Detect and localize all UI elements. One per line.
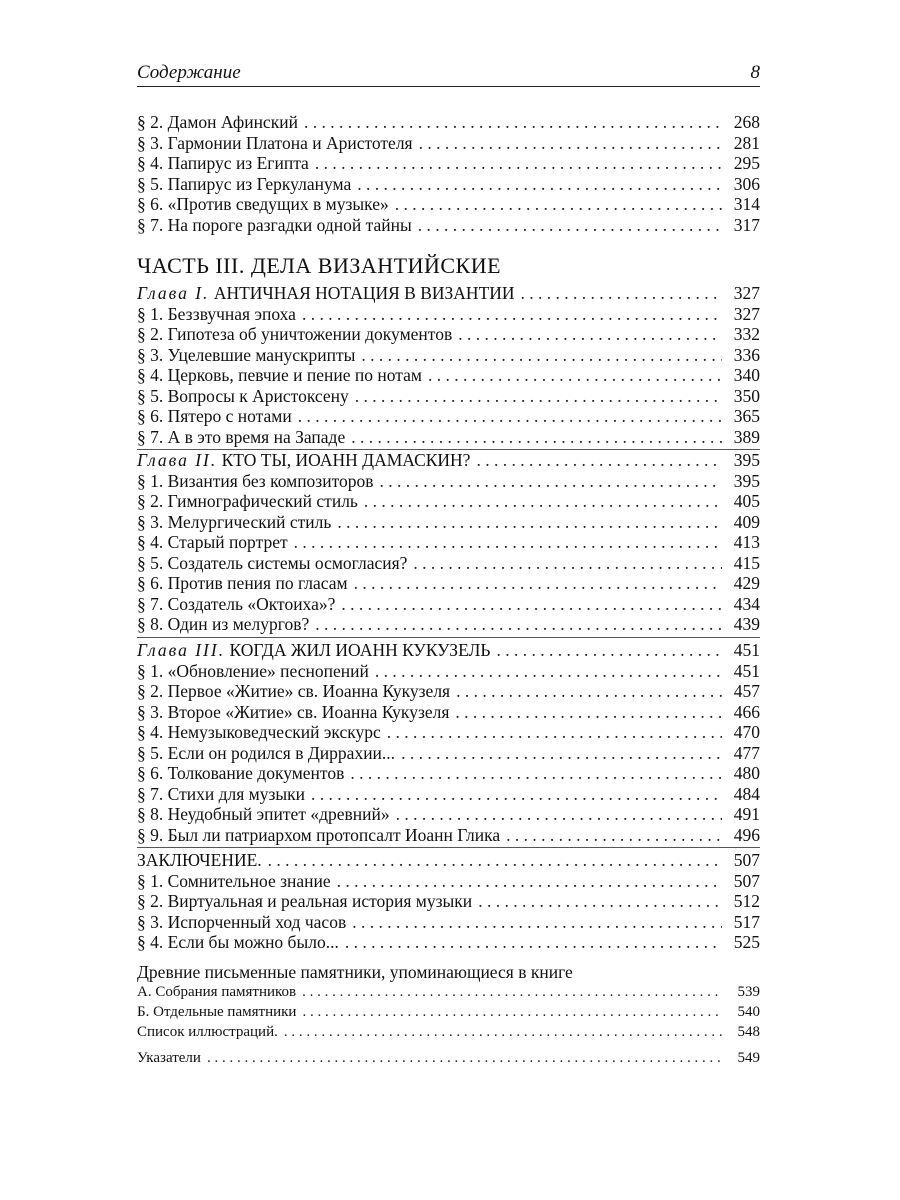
toc-entry[interactable]: § 3. Второе «Житие» св. Иоанна Кукузеля . . . 466 bbox=[137, 702, 760, 723]
toc-entry[interactable]: § 3. Гармонии Платона и Аристотеля . . . 281 bbox=[137, 133, 760, 154]
toc-entry[interactable]: § 5. Создатель системы осмогласия? . . . 415 bbox=[137, 553, 760, 574]
toc-section-continued bbox=[137, 112, 760, 235]
chapter-title: КТО ТЫ, ИОАНН ДАМАСКИН? bbox=[221, 450, 471, 470]
toc-appendix bbox=[137, 982, 760, 1068]
toc-entry[interactable]: Список иллюстраций. . . . 548 bbox=[137, 1022, 760, 1042]
chapter-title: КОГДА ЖИЛ ИОАНН КУКУЗЕЛЬ bbox=[229, 640, 491, 660]
toc-chapter-3 bbox=[137, 640, 760, 845]
toc-entry[interactable]: § 8. Неудобный эпитет «древний» . . . 491 bbox=[137, 804, 760, 825]
running-header bbox=[137, 60, 760, 87]
toc-entry[interactable]: § 7. Стихи для музыки . . . 484 bbox=[137, 784, 760, 805]
toc-entry[interactable]: § 5. Папирус из Геркуланума . . . 306 bbox=[137, 174, 760, 195]
toc-entry[interactable]: § 1. Византия без композиторов . . . 395 bbox=[137, 471, 760, 492]
section-divider bbox=[137, 637, 760, 638]
toc-chapter-2 bbox=[137, 450, 760, 635]
toc-entry[interactable]: § 4. Старый портрет . . . 413 bbox=[137, 532, 760, 553]
toc-entry[interactable]: § 6. Толкование документов . . . 480 bbox=[137, 763, 760, 784]
toc-entry[interactable]: § 5. Если он родился в Диррахии... . . . 477 bbox=[137, 743, 760, 764]
toc-entry[interactable]: Б. Отдельные памятники . . . 540 bbox=[137, 1002, 760, 1022]
header-title: Содержание bbox=[137, 62, 241, 83]
toc-entry[interactable]: § 4. Папирус из Египта . . . 295 bbox=[137, 153, 760, 174]
toc-entry[interactable]: § 3. Мелургический стиль . . . 409 bbox=[137, 512, 760, 533]
part-heading: ЧАСТЬ III. ДЕЛА ВИЗАНТИЙСКИЕ bbox=[137, 253, 502, 278]
toc-entry[interactable]: Указатели . . . 549 bbox=[137, 1048, 760, 1068]
toc-entry[interactable]: § 2. Первое «Житие» св. Иоанна Кукузеля . . . 457 bbox=[137, 681, 760, 702]
toc-entry[interactable]: § 2. Гипотеза об уничтожении документов . . . 332 bbox=[137, 324, 760, 345]
toc-entry[interactable]: § 8. Один из мелургов? . . . 439 bbox=[137, 614, 760, 635]
toc-entry[interactable]: § 3. Испорченный ход часов . . . 517 bbox=[137, 912, 760, 933]
chapter-prefix: Глава I. bbox=[137, 283, 210, 303]
toc-entry[interactable]: § 7. Создатель «Октоиха»? . . . 434 bbox=[137, 594, 760, 615]
toc-entry[interactable]: § 2. Виртуальная и реальная история музыки . . . 512 bbox=[137, 891, 760, 912]
toc-conclusion bbox=[137, 850, 760, 953]
toc-entry[interactable]: § 1. Сомнительное знание . . . 507 bbox=[137, 871, 760, 892]
section-divider bbox=[137, 847, 760, 848]
toc-entry[interactable]: § 6. «Против сведущих в музыке» . . . 314 bbox=[137, 194, 760, 215]
toc-entry[interactable]: § 6. Пятеро с нотами . . . 365 bbox=[137, 406, 760, 427]
header-page-number: 8 bbox=[750, 62, 760, 83]
toc-entry[interactable]: § 6. Против пения по гласам . . . 429 bbox=[137, 573, 760, 594]
toc-entry[interactable]: § 7. На пороге разгадки одной тайны . . . 317 bbox=[137, 215, 760, 236]
toc-entry[interactable]: § 1. «Обновление» песнопений . . . 451 bbox=[137, 661, 760, 682]
toc-entry[interactable]: § 4. Немузыковедческий экскурс . . . 470 bbox=[137, 722, 760, 743]
toc-entry[interactable]: § 7. А в это время на Западе . . . 389 bbox=[137, 427, 760, 448]
toc-chapter-1 bbox=[137, 283, 760, 447]
toc-entry[interactable]: § 3. Уцелевшие манускрипты . . . 336 bbox=[137, 345, 760, 366]
chapter-entry[interactable]: Глава II. КТО ТЫ, ИОАНН ДАМАСКИН? . . . 395 bbox=[137, 450, 760, 471]
toc-entry[interactable]: § 2. Гимнографический стиль . . . 405 bbox=[137, 491, 760, 512]
toc-entry[interactable]: § 4. Церковь, певчие и пение по нотам . . . 340 bbox=[137, 365, 760, 386]
chapter-entry[interactable]: Глава I. АНТИЧНАЯ НОТАЦИЯ В ВИЗАНТИИ . . . 327 bbox=[137, 283, 760, 304]
chapter-entry[interactable]: Глава III. КОГДА ЖИЛ ИОАНН КУКУЗЕЛЬ . . . 451 bbox=[137, 640, 760, 661]
chapter-entry[interactable]: ЗАКЛЮЧЕНИЕ. . . . 507 bbox=[137, 850, 760, 871]
toc-entry[interactable]: § 9. Был ли патриархом протопсалт Иоанн Глика . . . 496 bbox=[137, 825, 760, 846]
toc-entry[interactable]: § 4. Если бы можно было... . . . 525 bbox=[137, 932, 760, 953]
toc-entry[interactable]: § 2. Дамон Афинский . . . 268 bbox=[137, 112, 760, 133]
chapter-prefix: Глава III. bbox=[137, 640, 226, 660]
toc-entry[interactable]: § 5. Вопросы к Аристоксену . . . 350 bbox=[137, 386, 760, 407]
chapter-prefix: Глава II. bbox=[137, 450, 218, 470]
toc-entry[interactable]: § 1. Беззвучная эпоха . . . 327 bbox=[137, 304, 760, 325]
chapter-title: АНТИЧНАЯ НОТАЦИЯ В ВИЗАНТИИ bbox=[213, 283, 515, 303]
toc-entry[interactable]: А. Собрания памятников . . . 539 bbox=[137, 982, 760, 1002]
appendix-heading: Древние письменные памятники, упоминающиеся в книге bbox=[137, 962, 573, 982]
